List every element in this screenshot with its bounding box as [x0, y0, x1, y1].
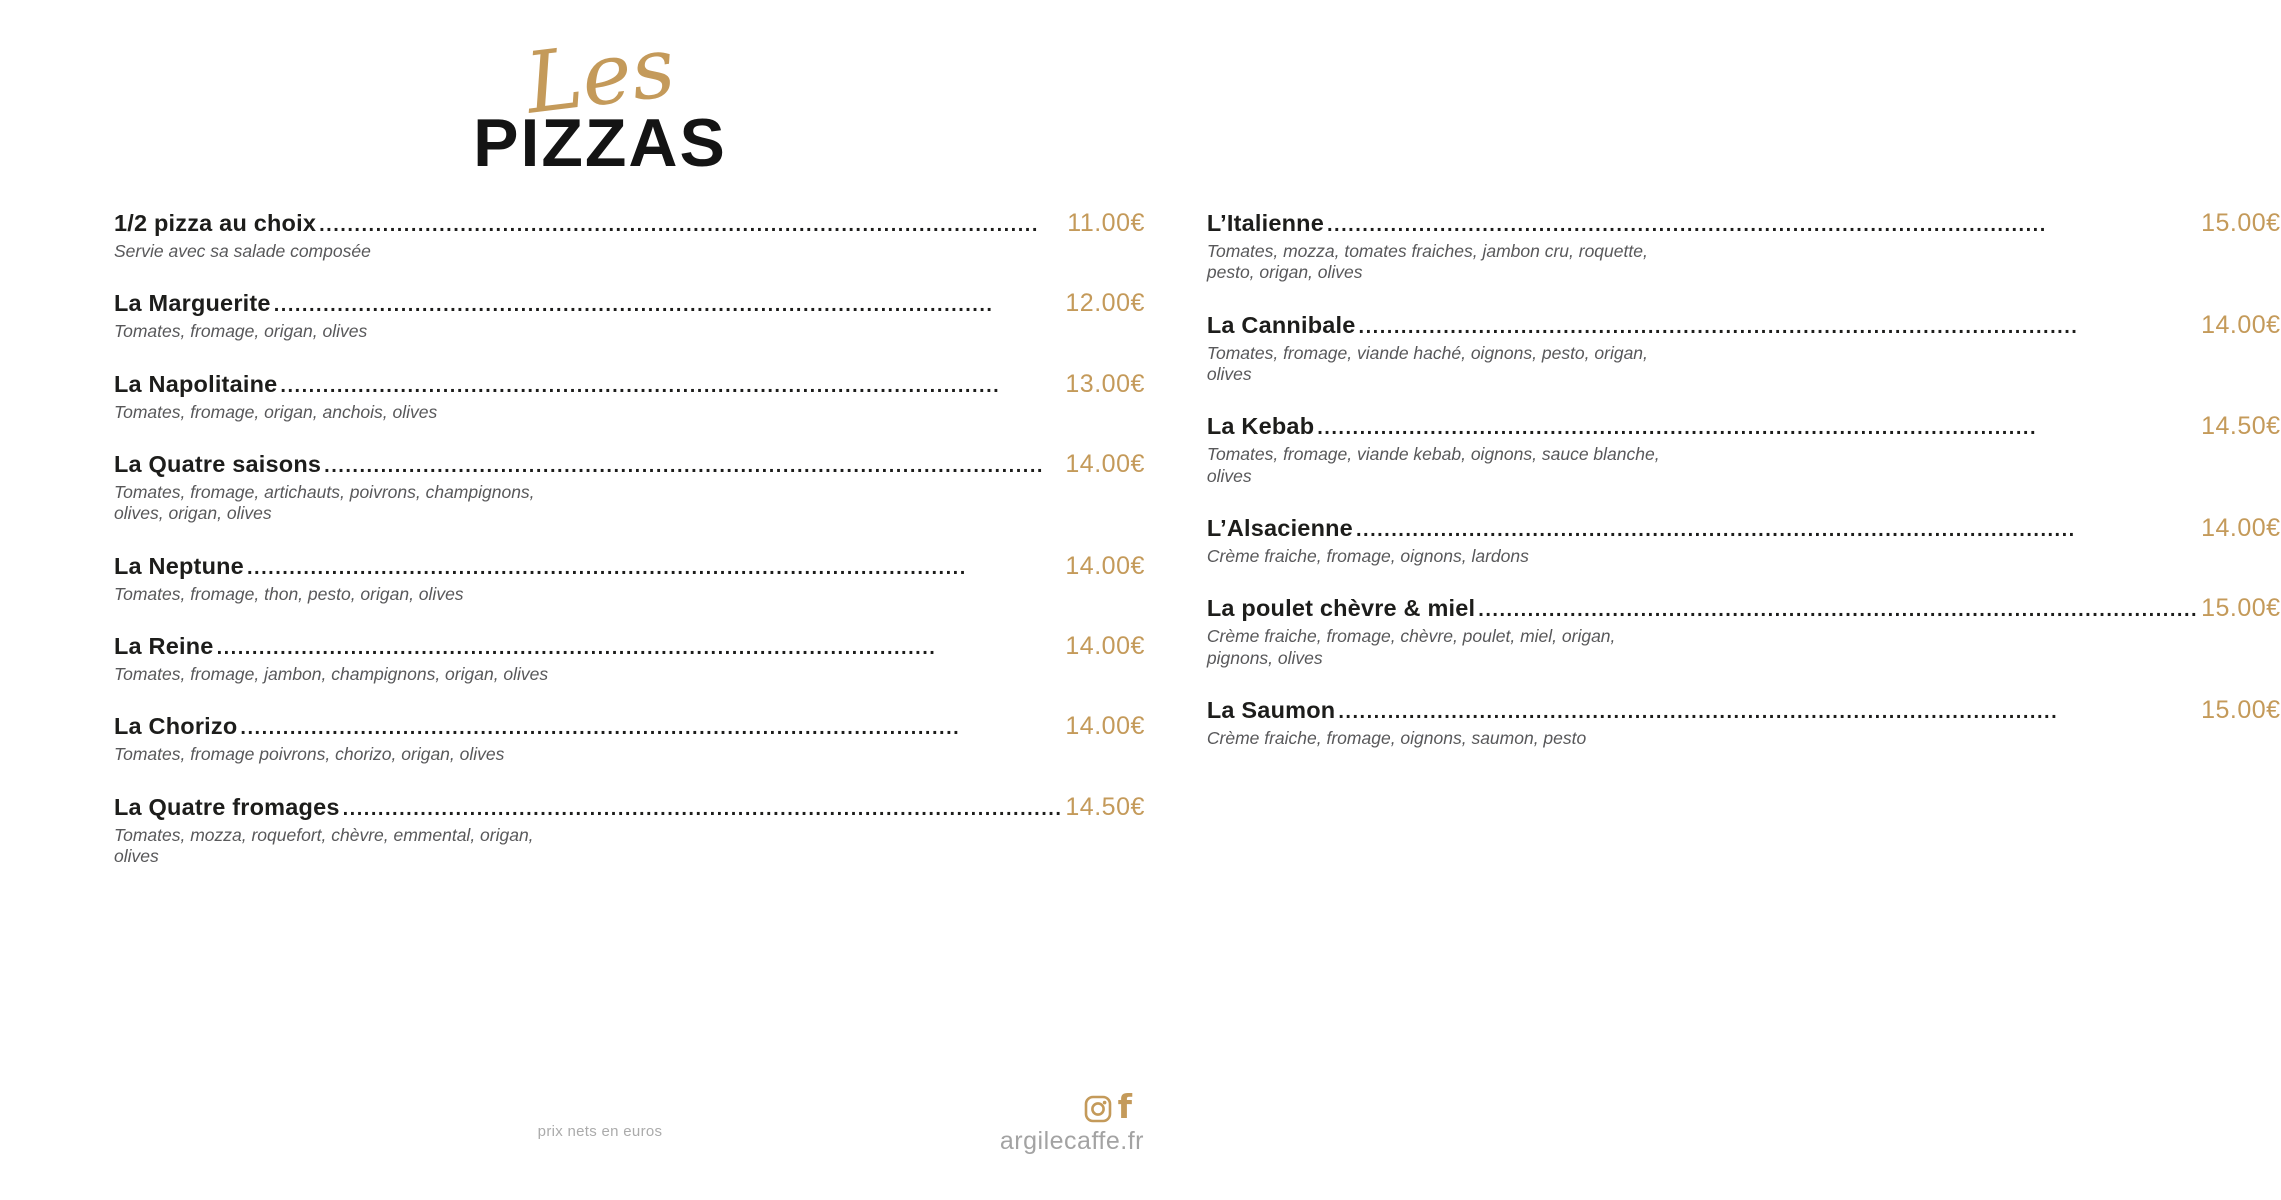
item-price: 14.50€	[2201, 412, 2281, 441]
menu-item	[1207, 514, 2281, 567]
item-price: 15.00€	[2201, 696, 2281, 725]
dot-leader	[274, 294, 1063, 317]
menu-item-row	[114, 370, 1145, 399]
menu-item-row	[1207, 412, 2281, 441]
item-name: La Quatre saisons	[114, 451, 322, 478]
item-name: La Cannibale	[1206, 311, 1356, 338]
item-description: Crème fraiche, fromage, oignons, lardons	[1206, 546, 1529, 567]
item-description: Crème fraiche, fromage, oignons, saumon, pesto	[1206, 728, 1587, 749]
item-name: La Napolitaine	[114, 370, 278, 397]
item-price: 13.00€	[1065, 369, 1145, 398]
dot-leader	[240, 717, 1062, 740]
item-name: La Chorizo	[114, 713, 238, 740]
dot-leader	[1478, 599, 2198, 622]
menu-item-row	[1207, 311, 2281, 340]
header-script-word: Les	[520, 17, 680, 133]
dot-leader	[1356, 519, 2198, 542]
menu-column-right	[1207, 209, 2281, 894]
item-price: 15.00€	[2201, 209, 2281, 237]
menu-item	[1207, 696, 2281, 749]
dot-leader	[343, 798, 1063, 821]
menu-item-row	[1207, 696, 2281, 725]
dot-leader	[1327, 214, 2198, 237]
menu-item	[114, 370, 1145, 423]
menu-item	[114, 552, 1145, 605]
item-name: L’Italienne	[1206, 210, 1324, 236]
price-note: prix nets en euros	[537, 1123, 663, 1140]
dot-leader	[324, 455, 1062, 478]
menu-item-row	[114, 209, 1145, 238]
menu-item-row	[114, 632, 1145, 661]
item-description: Tomates, fromage, thon, pesto, origan, olives	[114, 583, 464, 604]
item-description: Tomates, fromage, jambon, champignons, origan, olives	[114, 664, 549, 685]
menu-item	[1207, 412, 2281, 487]
item-price: 14.50€	[1065, 792, 1145, 821]
dot-leader	[319, 214, 1064, 237]
menu-item	[114, 712, 1145, 765]
item-description: Tomates, mozza, tomates fraiches, jambon cru, roquette, pesto, origan, olives	[1206, 241, 1648, 283]
item-description: Tomates, mozza, roquefort, chèvre, emmental, origan, olives	[114, 824, 534, 867]
item-name: La Neptune	[114, 552, 244, 579]
item-name: L’Alsacienne	[1206, 515, 1353, 542]
item-description: Tomates, fromage, origan, anchois, olives	[114, 401, 438, 422]
dot-leader	[1338, 701, 2198, 724]
item-price: 14.00€	[2201, 514, 2281, 543]
social-icons	[1000, 1087, 1132, 1126]
menu-item-row	[114, 450, 1145, 479]
item-price: 14.00€	[1065, 632, 1145, 661]
menu-item-row	[114, 712, 1145, 741]
item-name: La Quatre fromages	[114, 793, 340, 820]
item-description: Tomates, fromage, viande kebab, oignons, sauce blanche, olives	[1206, 444, 1660, 486]
dot-leader	[247, 557, 1062, 580]
menu-item	[1207, 311, 2281, 386]
item-price: 14.00€	[2201, 310, 2281, 339]
website-url: argilecaffe.fr	[999, 1127, 1144, 1155]
menu-columns	[0, 209, 2281, 894]
menu-item	[1207, 209, 2281, 284]
dot-leader	[280, 375, 1062, 398]
facebook-icon: f	[1117, 1087, 1132, 1126]
menu-item	[114, 632, 1145, 685]
item-name: La Kebab	[1206, 413, 1315, 440]
menu-item-row	[1207, 514, 2281, 543]
page-title: PIZZAS	[473, 105, 727, 181]
item-description: Tomates, fromage poivrons, chorizo, origan, olives	[114, 744, 505, 765]
dot-leader	[1317, 417, 2198, 440]
menu-item-row	[114, 552, 1145, 581]
menu-item-row	[1207, 209, 2281, 238]
menu-item	[1207, 594, 2281, 669]
item-description: Tomates, fromage, artichauts, poivrons, champignons, olives, origan, olives	[114, 482, 535, 524]
item-price: 14.00€	[1065, 450, 1145, 479]
dot-leader	[217, 637, 1063, 660]
menu-item	[114, 289, 1145, 342]
item-name: La poulet chèvre & miel	[1206, 595, 1476, 622]
instagram-icon	[1083, 1094, 1113, 1124]
item-price: 11.00€	[1067, 209, 1145, 237]
menu-header	[0, 0, 1200, 181]
menu-item-row	[1207, 594, 2281, 623]
dot-leader	[1359, 316, 2199, 339]
menu-item	[114, 450, 1145, 525]
item-description: Servie avec sa salade composée	[114, 241, 371, 261]
menu-item-row	[114, 289, 1145, 318]
footer-branding	[999, 1087, 1144, 1156]
menu-item-row	[114, 793, 1145, 822]
item-price: 14.00€	[1065, 551, 1145, 580]
menu-item	[114, 209, 1145, 262]
item-description: Crème fraiche, fromage, chèvre, poulet, miel, origan, pignons, olives	[1206, 626, 1616, 668]
item-price: 15.00€	[2201, 594, 2281, 623]
item-name: La Marguerite	[114, 290, 271, 317]
item-name: 1/2 pizza au choix	[114, 210, 317, 236]
menu-column-left	[114, 209, 1145, 894]
item-name: La Saumon	[1206, 697, 1336, 724]
menu-item	[114, 793, 1145, 868]
item-description: Tomates, fromage, origan, olives	[114, 321, 368, 342]
item-price: 14.00€	[1065, 712, 1145, 741]
item-description: Tomates, fromage, viande haché, oignons, pesto, origan, olives	[1206, 342, 1648, 385]
item-price: 12.00€	[1065, 289, 1145, 318]
item-name: La Reine	[114, 633, 214, 660]
